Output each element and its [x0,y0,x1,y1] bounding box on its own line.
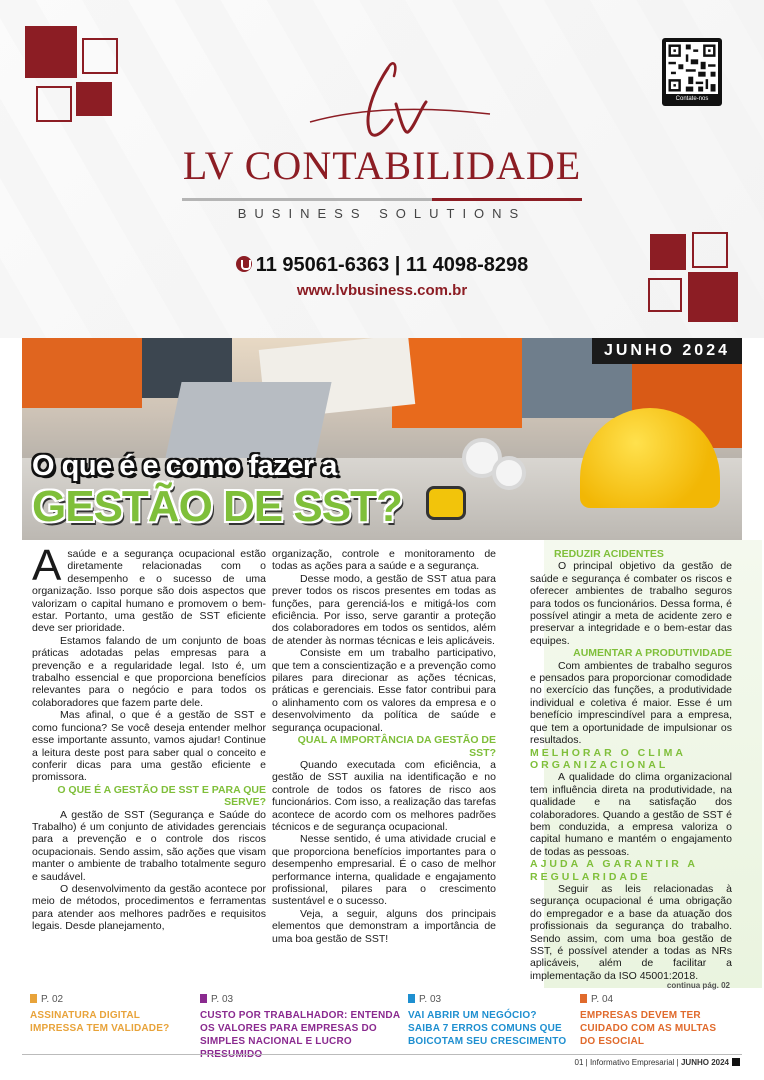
page-marker-icon [30,994,37,1003]
paragraph: Estamos falando de um conjunto de boas práticas adotadas pelas empresas para a prevenção e a regularidade legal. Isto é, um trabalho essencial e que proporciona benefícios relevantes para o negócio e para todos os colaboradores que fazem parte dele. [32,634,266,709]
paragraph: Seguir as leis relacionadas à segurança ocupacional é uma obrigação do empregador e a base da atuação dos profissionais da segurança do trabalho. Sendo assim, com uma boa gestão de SST, é possível atender a todas as NRs aplicáveis, além de facilitar a implementação da ISO 45001:2018. [530,882,732,982]
page-marker-icon [200,994,207,1003]
continued-note[interactable]: continua pág. 02 [666,981,730,990]
headline-kicker: O que é e como fazer a [32,450,337,482]
issue-badge: JUNHO 2024 [592,338,742,364]
article-column-2 [272,548,496,945]
decor-square-outline [36,86,72,122]
page-marker-icon [580,994,587,1003]
footer-issue: JUNHO 2024 [680,1058,729,1067]
blueprint-roll [492,456,526,490]
paragraph [32,541,266,635]
section-heading: QUAL A IMPORTÂNCIA DA GESTÃO DE SST? [297,734,496,759]
section-heading: AUMENTAR A PRODUTIVIDADE [573,647,732,660]
paragraph: Nesse sentido, é uma atividade crucial e que proporciona benefícios importantes para o desempenho empresarial. É o caso de melhor performance interna, qualidade e engajamento profissional, pilares para o crescimento sustentável e o sucesso. [272,833,496,908]
paragraph-text: saúde e a segurança ocupacional estão diretamente relacionadas com o desempenho e o sucesso de uma organização. Isso porque são dois aspectos que valorizam o capital humano e promovem o bem-estar. Portanto, uma gestão de SST eficiente deve ser prioridade. [32,548,266,635]
decor-square-outline [692,232,728,268]
teaser-page [30,994,180,1006]
decor-square-outline [648,278,682,312]
phone-numbers: 11 95061-6363 | 11 4098-8298 [255,254,529,276]
teaser-title: ASSINATURA DIGITAL IMPRESSA TEM VALIDADE? [30,1010,170,1034]
section-heading: O QUE É A GESTÃO DE SST E PARA QUE SERVE? [57,783,266,809]
contact-phones[interactable] [150,254,614,277]
article-column-3 [530,548,732,982]
drop-cap: A [32,541,62,590]
divider [432,198,582,201]
paragraph: Veja, a seguir, alguns dos principais elementos que demonstram a importância de uma boa gestão de SST! [272,907,496,945]
teaser-item[interactable] [200,994,400,1052]
paragraph: O principal objetivo da gestão de saúde e segurança é combater os riscos e oferecer ambientes de trabalho seguros para todos os funcionários. Dessa forma, é possível atingir a meta de acidente zero e preservar a integridade e o bem-estar das equipes. [530,560,732,647]
footer-mark-icon [732,1058,740,1066]
website-link[interactable]: www.lvbusiness.com.br [296,282,468,299]
footer-divider [22,1054,742,1055]
worker-vest [22,338,142,408]
next-pages-teasers [22,994,742,1052]
decor-square [76,82,112,116]
paragraph: organização, controle e monitoramento de todas as ações para a saúde e a segurança. [272,548,496,573]
paragraph: O desenvolvimento da gestão acontece por meio de métodos, procedimentos e ferramentas para atender aos melhores padrões e requisitos legais. Desde planejamento, [32,882,266,933]
page-footer: 01 | Informativo Empresarial | JUNHO 2024 [575,1058,740,1067]
teaser-page [580,994,730,1006]
decor-square-outline [82,38,118,74]
tape-measure [426,486,466,520]
paragraph: A qualidade do clima organizacional tem influência direta na produtividade, na qualidade e na satisfação dos colaboradores. Quando a gestão de SST é bem conduzida, a empresa valoriza o capital humano e mantém o engajamento de todas as pessoas. [530,771,732,858]
hero-image [22,338,742,540]
paragraph: Consiste em um trabalho participativo, que tem a conscientização e a prevenção como pilares para direcionar as ações técnicas, práticas e gerenciais. Esse fator contribui para o alinhamento com os valores da empresa e o desenvolvimento da política de saúde e segurança ocupacional. [272,647,496,734]
logo-monogram [300,48,500,148]
brand-name: LV CONTABILIDADE [182,143,582,188]
masthead [0,0,764,338]
teaser-page-label: P. 03 [211,994,234,1005]
paragraph: Desse modo, a gestão de SST atua para prever todos os riscos presentes em todas as funções, para gerenciá-los e mitigá-los com eficiência. Por isso, serve garantir a proteção dos colaboradores em todos os sentidos, além de atender às normas técnicas e leis aplicáveis. [272,572,496,647]
paragraph: Quando executada com eficiência, a gestão de SST auxilia na identificação e no controle de todos os fatores de risco aos funcionários. Com isso, a realização das tarefas acontece de acordo com os melhores padrões técnicos e de segurança ocupacional. [272,758,496,833]
headline: GESTÃO DE SST? [32,482,402,531]
article-column-1 [32,541,266,933]
paragraph: Mas afinal, o que é a gestão de SST e como funciona? Se você deseja entender melhor esse importante assunto, vamos ajudar! Continue a leitura deste post para saber qual o conceito e conferir dicas para uma gestão eficiente e promissora. [32,709,266,784]
teaser-title: CUSTO POR TRABALHADOR: ENTENDA OS VALORES PARA EMPRESAS DO SIMPLES NACIONAL E LUCRO [200,1010,400,1047]
paragraph: A gestão de SST (Segurança e Saúde do Trabalho) é um conjunto de atividades gerenciais para a prevenção e o controle dos riscos ocupacionais. Sendo assim, são ações que visam manter o ambiente de trabalho totalmente seguro e saudável. [32,808,266,883]
whatsapp-icon [236,256,252,272]
teaser-page-label: P. 04 [591,994,614,1005]
article-body [22,540,742,988]
teaser-item[interactable] [580,994,730,1052]
page-number: 01 [574,1058,584,1067]
brand-tagline: BUSINESS SOLUTIONS [237,206,527,221]
section-heading: REDUZIR ACIDENTES [554,548,664,560]
decor-square [25,26,77,78]
section-heading: MELHORAR O CLIMA ORGANIZACIONAL [530,746,686,771]
teaser-title: EMPRESAS DEVEM TER CUIDADO COM AS MULTAS DO ESOCIAL [580,1010,717,1047]
qr-label: Contate-nos [675,96,709,102]
section-heading: AJUDA A GARANTIR A REGULARIDADE [530,858,698,883]
teaser-page [408,994,568,1006]
teaser-page [200,994,400,1006]
paragraph: Com ambientes de trabalho seguros e pensados para proporcionar comodidade no exercício das funções, a produtividade individual e coletiva é maior. Esse é um benefício imprescindível para a empresa, que tem a oportunidade de impulsionar os resultados. [530,659,732,747]
teaser-page-label: P. 03 [419,994,442,1005]
qr-code[interactable] [662,38,722,106]
teaser-page-label: P. 02 [41,994,64,1005]
decor-square [650,234,686,270]
divider [182,198,432,201]
publication-name: Informativo Empresarial [589,1058,675,1067]
page-marker-icon [408,994,415,1003]
teaser-item[interactable] [408,994,568,1052]
qr-code-icon [666,42,718,94]
teaser-item[interactable] [30,994,180,1052]
teaser-title: VAI ABRIR UM NEGÓCIO? SAIBA 7 ERROS COMUNS QUE BOICOTAM SEU CRESCIMENTO [408,1010,567,1047]
decor-square [688,272,738,322]
